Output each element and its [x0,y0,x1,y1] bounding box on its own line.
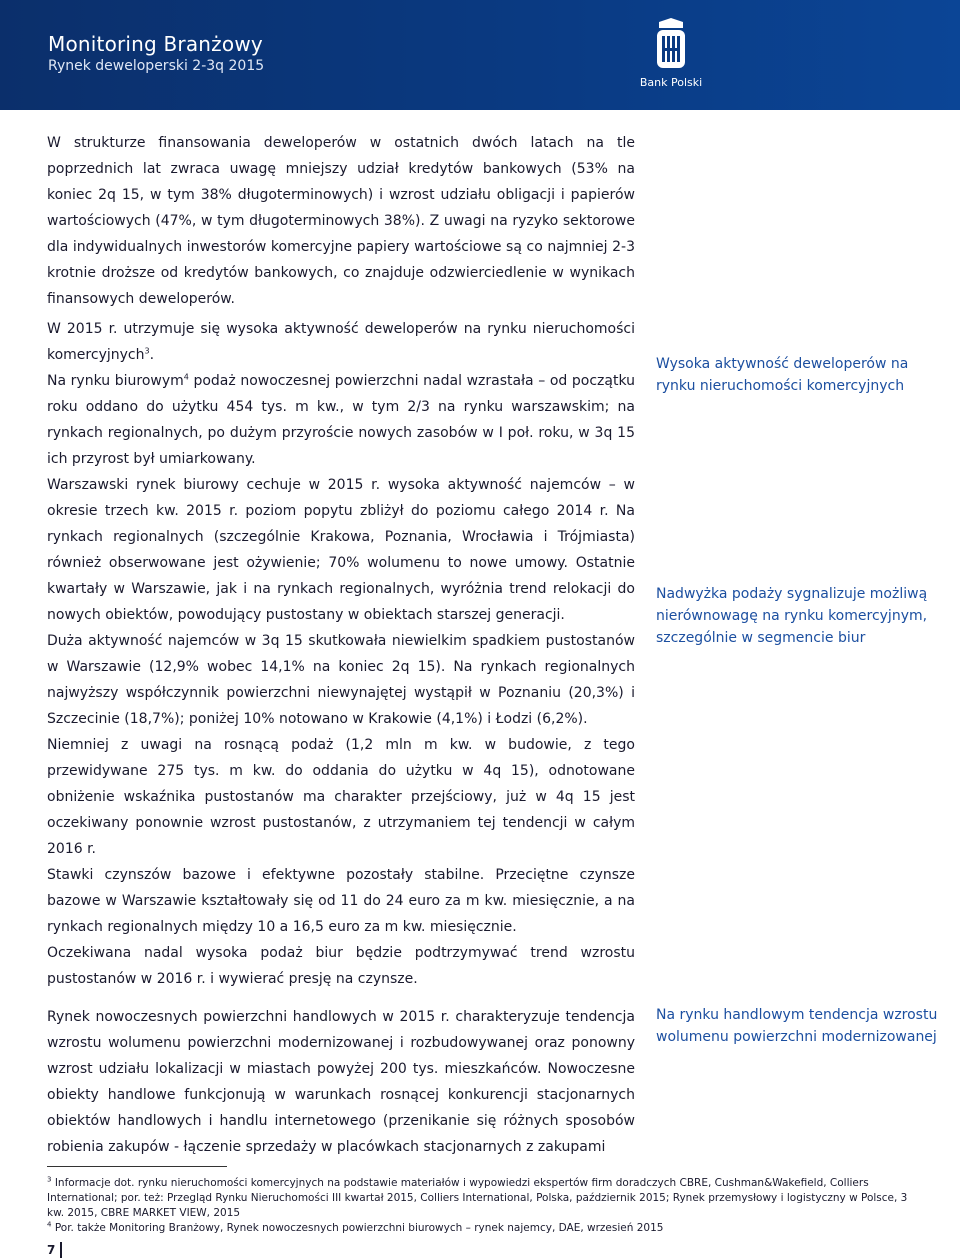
footnote-divider [47,1166,227,1167]
logo-text: Bank Polski [639,76,703,89]
paragraph-activity [47,316,635,368]
footnote-4 [47,1221,917,1236]
page-header [0,0,960,110]
main-content [47,130,635,1164]
header-title: Monitoring Branżowy [48,32,263,56]
footnote-ref-4: 4 [183,372,189,382]
footnote-ref-3: 3 [144,346,150,356]
paragraph-warsaw-demand: Warszawski rynek biurowy cechuje w 2015 r. wysoka aktywność najemców – w okresie trzech kw. 2015 r. poziom popytu zbliżył do poziomu całego 2014 r. Na rynkach regionalnych (szczególnie Krakowa, Poznania, Wrocławia i Trójmiasta) również obserwowane jest ożywienie; 70% wolumenu to nowe umowy. Ostatnie kwartały w Warszawie, jak i na rynkach regionalnych, wyróżnia trend relokacji do nowych obiektów, powodujący pustostany w obiektach starszej generacji. [47,477,635,623]
paragraph-office-supply [47,368,635,472]
paragraph-office-text: podaż nowoczesnej powierzchni nadal wzrastała – od początku roku oddano do użytku 454 tys. m kw., w tym 2/3 na rynku warszawskim; na rynkach regionalnych, po dużym przyroście nowych zasobów w I poł. roku, w 3q 15 ich przyrost był umiarkowany. [47,373,636,467]
page-number: 7 [47,1243,56,1257]
page-number-divider [60,1242,62,1258]
paragraph-financing: W strukturze finansowania deweloperów w ostatnich dwóch latach na tle poprzednich lat zwraca uwagę mniejszy udział kredytów bankowych (53% na koniec 2q 15, w tym 38% długoterminowych) i wzrost udziału obligacji i papierów wartościowych (47%, w tym długoterminowych 38%). Z uwagi na ryzyko sektorowe dla indywidualnych inwestorów komercyjne papiery wartościowe są co najmniej 2-3 krotnie droższe od kredytów bankowych, co znajduje odzwierciedlenie w wynikach finansowych deweloperów. [47,135,635,307]
paragraph-vacancy: Duża aktywność najemców w 3q 15 skutkowała niewielkim spadkiem pustostanów w Warszawie (12,9% wobec 14,1% na koniec 2q 15). Na rynkach regionalnych najwyższy współczynnik powierzchni niewynajętej wystąpił w Poznaniu (20,3%) i Szczecinie (18,7%); poniżej 10% notowano w Krakowie (4,1%) i Łodzi (6,2%). [47,633,635,727]
paragraph-activity-text: W 2015 r. utrzymuje się wysoka aktywność deweloperów na rynku nieruchomości komercyjnych [47,321,635,363]
paragraph-retail: Rynek nowoczesnych powierzchni handlowych w 2015 r. charakteryzuje tendencja wzrostu wolumenu powierzchni modernizowanej i rozbudowywanej oraz ponowny wzrost udziału lokalizacji w miastach powyżej 200 tys. mieszkańców. Nowoczesne obiekty handlowe funkcjonują w warunkach rosnącej konkurencji stacjonarnych obiektów handlowych i handlu internetowego (przenikanie się różnych sposobów robienia zakupów - łączenie sprzedaży w placówkach stacjonarnych z zakupami [47,1009,635,1155]
bank-logo [636,18,726,100]
sidenote-activity: Wysoka aktywność deweloperów na rynku nieruchomości komercyjnych [656,356,909,394]
footnote-4-num: 4 [47,1220,52,1229]
footnote-3 [47,1176,917,1221]
pko-bank-logo-icon [653,18,689,70]
sidenote-oversupply: Nadwyżka podaży sygnalizuje możliwą nierównowagę na rynku komercyjnym, szczególnie w segmencie biur [656,586,928,646]
paragraph-vacancy-outlook: Niemniej z uwagi na rosnącą podaż (1,2 mln m kw. w budowie, z tego przewidywane 275 tys. m kw. do oddania do użytku w 4q 15), odnotowane obniżenie wskaźnika pustostanów ma charakter przejściowy, już w 4q 15 jest oczekiwany ponownie wzrost pustostanów, z utrzymaniem tej tendencji w całym 2016 r. [47,737,635,857]
header-subtitle: Rynek deweloperski 2-3q 2015 [48,58,265,74]
footnote-3-num: 3 [47,1175,52,1184]
footnote-3-text: Informacje dot. rynku nieruchomości komercyjnych na podstawie materiałów i wypowiedzi ekspertów firm doradczych CBRE, Cushman&Wakefield, Colliers International; por. też: Przegląd Rynku Nieruchomości III kwartał 2015, Colliers International, Polska, październik 2015; Rynek przemysłowy i logistyczny w Polsce, 3 kw. 2015, CBRE MARKET VIEW, 2015 [47,1177,908,1219]
footnotes [47,1176,917,1236]
sidenote-retail: Na rynku handlowym tendencja wzrostu wolumenu powierzchni modernizowanej [656,1007,938,1045]
paragraph-activity-end: . [149,347,155,363]
paragraph-office-lead: Na rynku biurowym [47,373,184,389]
footnote-4-text: Por. także Monitoring Branżowy, Rynek nowoczesnych powierzchni biurowych – rynek najemcy, DAE, wrzesień 2015 [54,1222,664,1234]
paragraph-office-forecast: Oczekiwana nadal wysoka podaż biur będzie podtrzymywać trend wzrostu pustostanów w 2016 r. i wywierać presję na czynsze. [47,945,635,987]
paragraph-rents: Stawki czynszów bazowe i efektywne pozostały stabilne. Przeciętne czynsze bazowe w Warszawie kształtowały się od 11 do 24 euro za m kw. miesięcznie, a na rynkach regionalnych między 10 a 16,5 euro za m kw. miesięcznie. [47,867,635,935]
